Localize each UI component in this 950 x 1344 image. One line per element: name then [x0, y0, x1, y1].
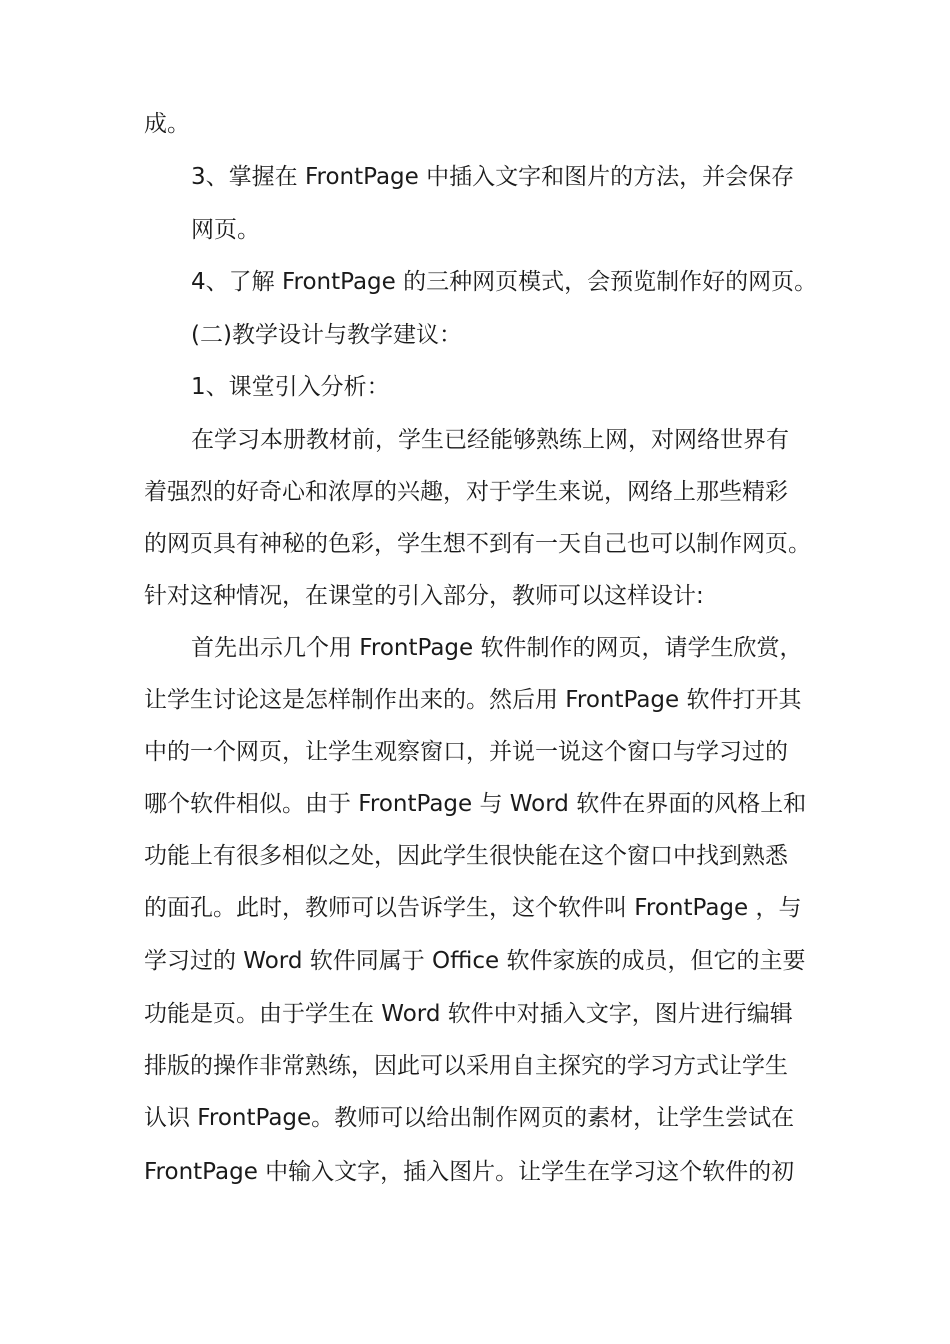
text-line: 让学生讨论这是怎样制作出来的。然后用 FrontPage 软件打开其 — [144, 687, 802, 713]
subsection-heading: 1、课堂引入分析： — [191, 374, 390, 400]
text-line: 认识 FrontPage。教师可以给出制作网页的素材，让学生尝试在 — [144, 1105, 795, 1131]
text-line: 功能上有很多相似之处，因此学生很快能在这个窗口中找到熟悉 — [144, 843, 788, 869]
text-line: 在学习本册教材前，学生已经能够熟练上网，对网络世界有 — [191, 427, 789, 453]
text-line: FrontPage 中输入文字，插入图片。让学生在学习这个软件的初 — [144, 1159, 795, 1185]
text-line: 成。 — [144, 111, 190, 137]
text-line: 中的一个网页，让学生观察窗口，并说一说这个窗口与学习过的 — [144, 739, 788, 765]
text-line: 学习过的 Word 软件同属于 Office 软件家族的成员，但它的主要 — [144, 948, 806, 974]
text-line: 的网页具有神秘的色彩，学生想不到有一天自己也可以制作网页。 — [144, 531, 811, 557]
text-line: 4、了解 FrontPage 的三种网页模式，会预览制作好的网页。 — [191, 269, 818, 295]
text-line: 的面孔。此时，教师可以告诉学生，这个软件叫 FrontPage ，与 — [144, 895, 802, 921]
text-line: 哪个软件相似。由于 FrontPage 与 Word 软件在界面的风格上和 — [144, 791, 807, 817]
text-line: 3、掌握在 FrontPage 中插入文字和图片的方法，并会保存 — [191, 164, 795, 190]
section-heading: (二)教学设计与教学建议： — [191, 322, 462, 348]
text-line: 着强烈的好奇心和浓厚的兴趣，对于学生来说，网络上那些精彩 — [144, 479, 788, 505]
text-line: 功能是页。由于学生在 Word 软件中对插入文字，图片进行编辑 — [144, 1001, 793, 1027]
text-line: 首先出示几个用 FrontPage 软件制作的网页，请学生欣赏， — [191, 635, 803, 661]
text-line: 针对这种情况，在课堂的引入部分，教师可以这样设计: — [144, 583, 704, 609]
text-line: 排版的操作非常熟练，因此可以采用自主探究的学习方式让学生 — [144, 1053, 788, 1079]
text-line: 网页。 — [191, 217, 260, 243]
